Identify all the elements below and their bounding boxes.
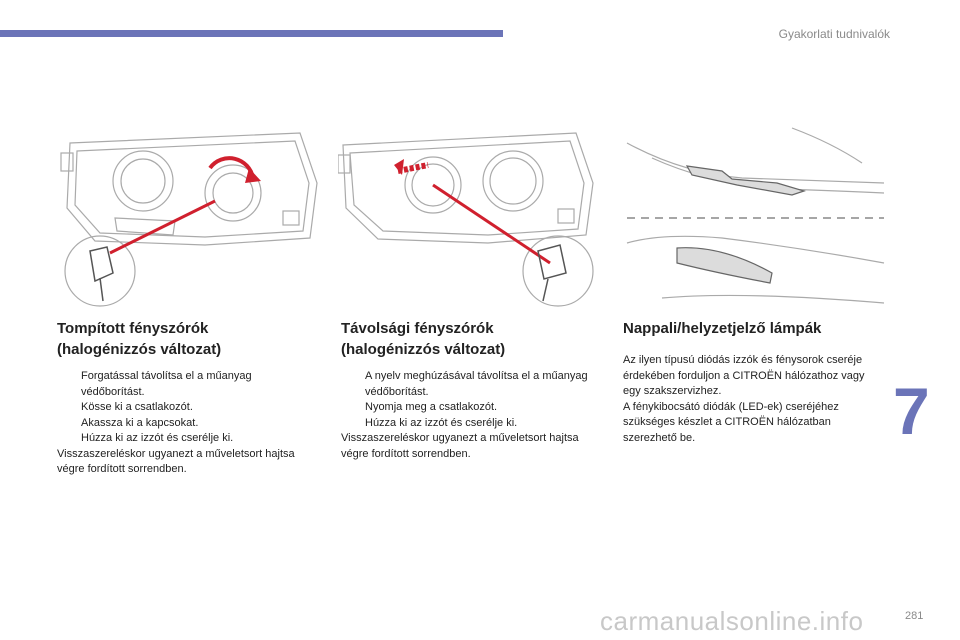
high-beam-note: Visszaszereléskor ugyanezt a műveletsort hajtsa végre fordított sorrendben. bbox=[341, 432, 579, 460]
list-item: A nyelv meghúzásával távolítsa el a műanyag védőborítást. bbox=[365, 370, 588, 398]
high-beam-section bbox=[341, 318, 596, 462]
daytime-running-lamp-drawing bbox=[622, 123, 887, 308]
low-beam-headlamp-drawing bbox=[55, 123, 320, 308]
low-beam-section bbox=[57, 318, 312, 478]
watermark: carmanualsonline.info bbox=[600, 606, 864, 636]
daytime-lamp-heading: Nappali/helyzetjelző lámpák bbox=[623, 320, 822, 337]
page-number: 281 bbox=[905, 610, 924, 622]
high-beam-illustration bbox=[338, 123, 603, 308]
list-item: Forgatással távolítsa el a műanyag védőborítást. bbox=[81, 370, 252, 398]
header-accent-bar bbox=[0, 30, 503, 37]
daytime-lamp-illustration bbox=[622, 123, 887, 308]
daytime-lamp-paragraph-2: A fénykibocsátó diódák (LED-ek) cseréjéhez szükséges készlet a CITROËN hálózatban szerezhető be. bbox=[623, 400, 839, 444]
low-beam-note: Visszaszereléskor ugyanezt a műveletsort hajtsa végre fordított sorrendben. bbox=[57, 447, 295, 475]
list-item: Nyomja meg a csatlakozót. bbox=[365, 401, 498, 413]
list-item: Akassza ki a kapcsokat. bbox=[81, 416, 199, 429]
high-beam-heading-line2: (halogénizzós változat) bbox=[341, 341, 506, 358]
low-beam-illustration bbox=[55, 123, 320, 308]
list-item: Húzza ki az izzót és cserélje ki. bbox=[365, 416, 518, 429]
high-beam-heading-line1: Távolsági fényszórók bbox=[341, 320, 494, 337]
chapter-number: 7 bbox=[893, 374, 930, 448]
low-beam-heading-line1: Tompított fényszórók bbox=[57, 320, 209, 337]
low-beam-heading-line2: (halogénizzós változat) bbox=[57, 341, 222, 358]
list-item: Húzza ki az izzót és cserélje ki. bbox=[81, 432, 234, 444]
low-beam-steps bbox=[57, 369, 312, 447]
low-beam-heading bbox=[57, 318, 312, 360]
page-header-title: Gyakorlati tudnivalók bbox=[778, 27, 890, 41]
daytime-lamp-paragraph-1: Az ilyen típusú diódás izzók és fénysorok cseréje érdekében forduljon a CITROËN hálózathoz vagy egy szakszervizhez. bbox=[623, 354, 865, 397]
high-beam-steps bbox=[341, 369, 596, 431]
daytime-lamp-section bbox=[623, 318, 878, 446]
high-beam-heading bbox=[341, 318, 596, 360]
list-item: Kösse ki a csatlakozót. bbox=[81, 401, 193, 413]
high-beam-headlamp-drawing bbox=[338, 123, 603, 308]
